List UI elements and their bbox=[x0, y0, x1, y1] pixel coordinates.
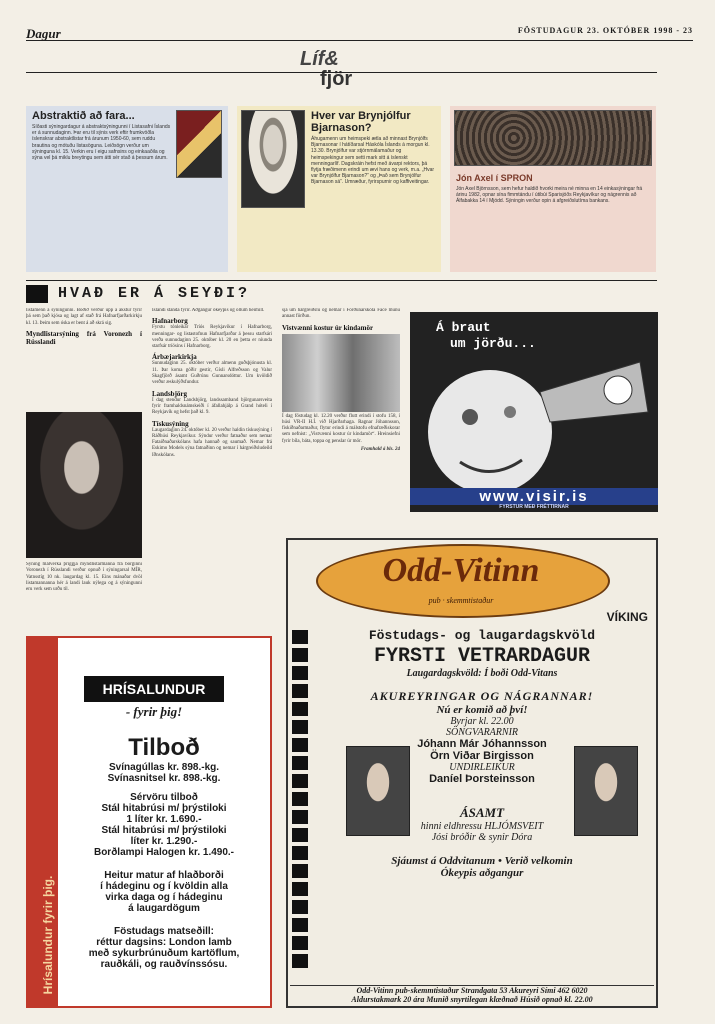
article-jon-axel bbox=[450, 106, 656, 272]
tilbod-heading: Tilboð bbox=[128, 734, 200, 761]
col3-intro: sjá um hárgreiðslu og nemar í Förðunarskóla Face munu annast förðun. bbox=[282, 308, 400, 320]
section-logo bbox=[300, 48, 378, 90]
visir-slogan: FYRSTUR MEÐ FRÉTTIRNAR bbox=[499, 504, 569, 510]
menu-3: með sykurbrúnuðum kartöflum, bbox=[88, 948, 240, 959]
odd-line-10: UNDIRLEIKUR bbox=[449, 762, 515, 773]
col1-intro: listamenn á sýningunni. Boðið verður upp á akstur fyrir þá sem það kjósa og lagt af stað frá Hafnarfjarðarkirkju kl. 13. Þeim sem óska er bent á að skrá sig. bbox=[26, 308, 142, 326]
page-number: 23 bbox=[683, 26, 693, 35]
singer-photo-2 bbox=[574, 746, 638, 836]
viking-logo: VÍKING bbox=[606, 610, 648, 624]
section-rule bbox=[26, 72, 657, 73]
moon-illustration bbox=[410, 352, 658, 492]
hris-slogan: - fyrir þig! bbox=[125, 704, 183, 719]
menu-4: rauðkáli, og rauðvínssósu. bbox=[100, 959, 228, 970]
odd-line-14: Jósi bróðir & synir Dóra bbox=[431, 832, 533, 843]
column-1-cont bbox=[26, 562, 142, 630]
odd-line-3: Laugardagskvöld: Í boði Odd-Vitans bbox=[406, 668, 558, 679]
article-title: Abstraktið að fara... bbox=[32, 110, 135, 122]
continued-note: Framhald á bls. 24 bbox=[360, 447, 400, 453]
visir-url[interactable]: www.visir.is bbox=[410, 488, 658, 505]
side-text: Hrísalundur fyrir þig. bbox=[41, 875, 55, 995]
offer-1: Svínagúllas kr. 898.-kg. bbox=[108, 762, 220, 773]
article-title: Hver var Brynjólfur Bjarnason? bbox=[311, 110, 411, 134]
article-title: Jón Axel í SPRON bbox=[456, 173, 533, 183]
odd-line-15: Sjáumst á Oddvitanum • Verið velkomin bbox=[391, 855, 573, 867]
header-rule bbox=[26, 40, 693, 41]
odd-line-2: FYRSTI VETRARDAGUR bbox=[373, 645, 591, 668]
odd-line-13: hinni eldhressu HLJÓMSVEIT bbox=[420, 821, 544, 832]
col2-body-2: Sunnudaginn 25. október verður almenn guðsþjónusta kl. 11. Þar koma góðir gestir, Gísli Alfreðsson og Valur Skagfjörð ásamt Guðrúnu Gunnarsdóttur. Um kvöldið verður æskulýðsfundur. bbox=[152, 361, 272, 386]
special-1: Sérvöru tilboð bbox=[130, 792, 198, 803]
section-line2: fjör bbox=[320, 68, 353, 90]
visir-tagline-2: um jörðu... bbox=[450, 336, 536, 351]
special-3: 1 líter kr. 1.690.- bbox=[126, 814, 202, 825]
date-text: FÖSTUDAGUR 23. OKTÓBER 1998 bbox=[517, 26, 674, 35]
visir-ad bbox=[410, 312, 658, 512]
special-6: Borðlampi Halogen kr. 1.490.- bbox=[93, 847, 235, 858]
menu-1: Föstudags matseðill: bbox=[113, 926, 214, 937]
col1-heading: Myndlistarsýning frá Voronezh í Rússlandi bbox=[26, 329, 142, 346]
col1-body: Sýning málverka þriggja myndlistarmanna frá borginni Voronezh í Rússlandi verður opnuð í sýningarsal MÍR, Vatnsstíg 10 nk. laugardag kl. 15. Eins mánaðar dvöl listamannanna hér á landi lauk nýlega og á sýningunni eru verk sem urðu til. bbox=[26, 562, 142, 593]
article-body: Jón Axel Björnsson, sem hefur haldið hvorki meira né minna en 14 einkasýningar frá árinu 1982, opnar sína fimmtándu í útibúi Sparisjóðs Reykjavíkur og nágrennis að Álfabakka 14 í Mjódd. Sýningin verður opin á afgreiðslutíma bankans. bbox=[456, 186, 643, 205]
menu-2: réttur dagsins: London lamb bbox=[96, 937, 232, 948]
hot-food-3: virka daga og í hádeginu bbox=[105, 892, 223, 903]
article-brynjolfur bbox=[237, 106, 441, 272]
article-body: Síðasti sýningardagur á abstraktsýningunni í Listasafni Íslands er á sunnudaginn. Þar eru til sýnis verk eftir frumkvöðla íslenskrar abstraktlistar frá árunum 1950-60, sem ruddu brautina og mótuðu listasöguna. Leiðsögn verður um sýninguna kl. 15. Verkin eru í eigu safnsins og einkaaðila og sýna vel þá miklu breytingu sem átti sér stað á þessum árum. bbox=[32, 124, 171, 162]
odd-line-5: Nú er komið að því! bbox=[436, 704, 528, 716]
odd-line-9: Örn Viðar Birgisson bbox=[430, 750, 534, 762]
film-strip bbox=[292, 630, 308, 970]
column-2 bbox=[152, 308, 272, 630]
hrisalundur-ad bbox=[26, 636, 272, 1008]
date-line: FÖSTUDAGUR 23. OKTÓBER 1998 - 23 bbox=[517, 26, 693, 35]
offer-2: Svínasnitsel kr. 898.-kg. bbox=[107, 773, 221, 784]
col2-heading-4: Tískusýning bbox=[152, 419, 189, 428]
hot-food-2: í hádeginu og í kvöldin alla bbox=[100, 881, 228, 892]
odd-line-11: Daníel Þorsteinsson bbox=[429, 773, 535, 785]
odd-line-1: Föstudags- og laugardagskvöld bbox=[368, 628, 596, 643]
visir-tagline-1: Á braut bbox=[436, 320, 491, 335]
odd-line-12: ÁSAMT bbox=[459, 805, 505, 820]
col2-heading-2: Árbæjarkirkja bbox=[152, 353, 197, 362]
special-5: líter kr. 1.290.- bbox=[130, 836, 198, 847]
odd-subtitle: pub · skemmtistaður bbox=[428, 596, 494, 605]
special-2: Stál hitabrúsi m/ þrýstiloki bbox=[101, 803, 227, 814]
col3-heading: Vistvænni kostur úr kindamör bbox=[282, 323, 374, 332]
portrait-photo bbox=[26, 412, 142, 558]
band-block bbox=[26, 285, 48, 303]
special-4: Stál hitabrúsi m/ þrýstiloki bbox=[101, 825, 227, 836]
article-abstract bbox=[26, 106, 228, 272]
portrait-image bbox=[241, 110, 305, 208]
col2-heading-3: Landsbjörg bbox=[152, 389, 188, 398]
odd-vitinn-ad bbox=[286, 538, 658, 1008]
hris-logo: HRÍSALUNDUR bbox=[84, 676, 224, 702]
artwork-image bbox=[454, 110, 652, 166]
article-body: Áhugamenn um heimspeki ætla að minnast Brynjólfs Bjarnasonar í hátíðarsal Háskóla Íslands á morgun kl. 13.30. Brynjólfur var stjórnmálamaður og heimspekingur sem setti mark sitt á íslenskt menningarlíf. Dagskráin hefst með ávarpi rektors, þá flytja fræðimenn erindi um ævi hans og verk, m.a. „Hvar var Brynjólfur Bjarnason?“ og „Það sem Brynjólfur Bjarnason sá“. Umræður, fyrirspurnir og kaffiveitingar. bbox=[311, 136, 435, 186]
hot-food-4: á laugardögum bbox=[128, 903, 200, 914]
col2-body-1: Fyrstu tónleikar Tríós Reykjavíkur í Hafnarborg, menningar- og listastofnun Hafnarfjarðar á þessu starfsári verða sunnudaginn 25. október kl. 20 en þetta er níunda starfsár tríósins í Hafnarborg. bbox=[152, 325, 272, 350]
odd-footer-2: Aldurstakmark 20 ára Munið snyrtilegan klæðnað Húsið opnað kl. 22.00 bbox=[351, 995, 593, 1004]
column-3 bbox=[282, 308, 400, 513]
col2-intro: Íslandi standa fyrir. Aðgangur ókeypis og öllum heimill. bbox=[152, 308, 265, 313]
odd-line-16: Ókeypis aðgangur bbox=[440, 867, 524, 879]
section-line1: Líf& bbox=[300, 48, 339, 70]
odd-footer-1: Odd-Vitinn pub-skemmtistaður Strandgata 53 Akureyri Sími 462 6020 bbox=[356, 986, 588, 995]
singer-photo-1 bbox=[346, 746, 410, 836]
col2-heading-1: Hafnarborg bbox=[152, 317, 188, 326]
odd-logo: Odd-Vitinn bbox=[382, 552, 540, 589]
column-1 bbox=[26, 308, 142, 408]
col2-body-4: Laugardaginn 24. október kl. 20 verður haldin tískusýning í Ráðhúsi Reykjavíkur. Sýndur verður fatnaður sem nemar Fataiðnaðarskólans hafa hannað og saumað. Nemar frá Eskimo Models sýna fatnaðinn og nemar í hárgreiðsludeild Iðnskólans. bbox=[152, 427, 272, 458]
col2-body-3: Í dag stendur Landsbjörg, landssamband björgunarsveita fyrir framhaldsnámskeiði í áfallahjálp á Grand hóteli í Reykjavík og hefst það kl. 9. bbox=[152, 397, 272, 416]
section-band bbox=[26, 280, 657, 303]
col3-body: Í dag föstudag kl. 12.20 verður flutt erindi í stofu 158, í húsi VR-II H.Í. við Hjarðarhaga. Ragnar Jóhannsson, fiskiðnaðarmaður, flytur erindi á málstofu efnafræðiskorar sem nefnist: „Vistvænni kostur úr kindamör“. Hreinsiefni fyrir bíla, báta, toppa og penslar úr mör. bbox=[282, 413, 400, 444]
band-title: HVAÐ ER Á SEYÐI? bbox=[58, 285, 251, 302]
odd-line-4: AKUREYRINGAR OG NÁGRANNAR! bbox=[370, 689, 594, 703]
painting-image bbox=[176, 110, 222, 178]
hot-food-1: Heitur matur af hlaðborði bbox=[104, 870, 224, 881]
paper-logo: Dagur bbox=[26, 26, 61, 41]
odd-line-7: SÖNGVARARNIR bbox=[445, 727, 519, 738]
odd-line-8: Jóhann Már Jóhannsson bbox=[417, 738, 547, 750]
lab-photo bbox=[282, 334, 400, 412]
odd-line-6: Byrjar kl. 22.00 bbox=[450, 716, 514, 727]
